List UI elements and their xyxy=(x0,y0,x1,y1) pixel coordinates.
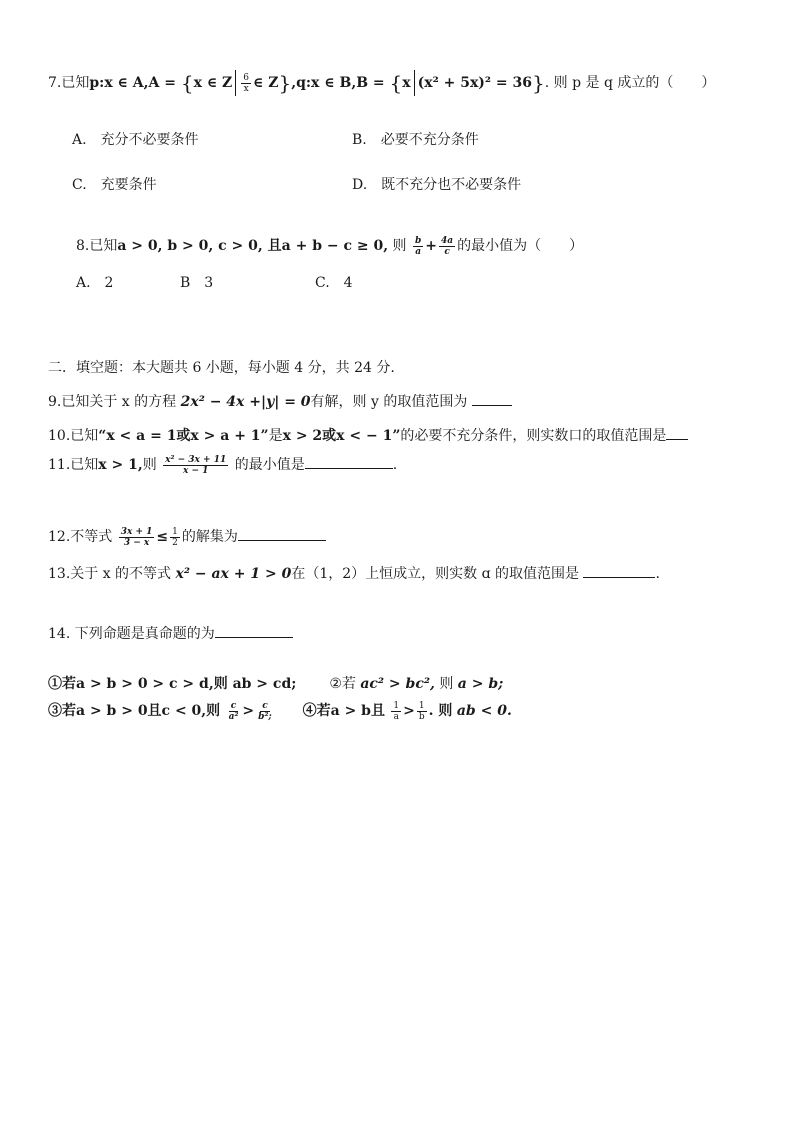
fraction: $\frac{1}{b}$ xyxy=(418,700,425,722)
stem-text: 有解，则 y 的取值范围为 xyxy=(310,394,468,410)
stem-text: 12.不等式 xyxy=(48,529,113,545)
fraction: $\frac{6}{x}$ xyxy=(243,72,250,94)
answer-blank xyxy=(472,391,512,406)
statement-2-text: ②若 xyxy=(329,676,356,692)
stem-text: 则 xyxy=(392,238,407,254)
math-expression: p:x ∈ A,A = xyxy=(89,75,181,91)
brace-close: } xyxy=(532,71,545,95)
set-divider xyxy=(414,70,415,96)
stem-text: 已知 xyxy=(89,238,118,254)
math-expression: x xyxy=(402,75,411,91)
fraction: $\frac{1}{2}$ xyxy=(172,526,178,548)
stem-text: 则 xyxy=(142,457,157,473)
question-number: 7. xyxy=(48,75,62,91)
stem-text: 的必要不充分条件，则实数口的取值范围是 xyxy=(400,428,667,444)
statement-2-text: 则 xyxy=(439,676,454,692)
fraction: $\frac{\text{x² − 3x + 11}}{x - 1}$ xyxy=(165,454,227,476)
question-10 xyxy=(48,425,688,446)
stem-text: 的解集为 xyxy=(181,529,238,545)
fraction: $\frac{4a}{c}$ xyxy=(441,235,454,257)
math-expression: x > 1, xyxy=(98,457,143,473)
option-d: D. 既不充分也不必要条件 xyxy=(352,177,522,193)
stem-text: 9.已知关于 x 的方程 xyxy=(48,394,177,410)
fraction: $\frac{c}{\text{a²}}$ xyxy=(228,700,239,722)
stem-text: 在（1，2）上恒成立，则实数 ɑ 的取值范围是 xyxy=(291,566,580,582)
stem-text: 的最小值为（ ） xyxy=(457,238,584,254)
statement-3: ③若a > b > 0且c < 0,则 xyxy=(48,703,221,719)
stem-text: . xyxy=(655,566,660,582)
fraction: $\frac{c}{\text{b²;}}$ xyxy=(258,700,272,722)
math-operator: > xyxy=(242,703,255,719)
statement-4: ④若a > b且 xyxy=(302,703,385,719)
question-14-statements-3-4 xyxy=(48,698,512,724)
option-b: B. 必要不充分条件 xyxy=(352,132,479,148)
question-9 xyxy=(48,391,512,412)
answer-blank xyxy=(238,526,326,541)
option-a: A. 2 xyxy=(76,275,114,291)
stem-text: 13.关于 x 的不等式 xyxy=(48,566,172,582)
math-operator: + xyxy=(425,238,438,254)
math-expression: a > 0, b > 0, c > 0, 且a + b − c ≥ 0, xyxy=(117,238,389,254)
question-14-statements-1-2 xyxy=(48,674,503,694)
math-operator: > xyxy=(403,703,415,719)
math-expression: (x² + 5x)² = 36 xyxy=(417,75,533,91)
stem-text: 的最小值是 xyxy=(234,457,305,473)
math-expression: x² − ax + 1 > 0 xyxy=(175,566,292,582)
math-expression: 2x² − 4x +|y| = 0 xyxy=(180,394,311,410)
option-a: A. 充分不必要条件 xyxy=(72,132,199,148)
question-7-stem xyxy=(48,70,715,96)
question-14 xyxy=(48,623,293,644)
stem-text: 10.已知 xyxy=(48,428,99,444)
math-expression: x ∈ Z xyxy=(193,75,233,91)
section-heading: 二．填空题：本大题共 6 小题，每小题 4 分，共 24 分. xyxy=(48,360,395,376)
option-c: C. 充要条件 xyxy=(72,177,157,193)
fraction: $\frac{1}{a}$ xyxy=(393,700,400,722)
set-divider xyxy=(235,70,236,96)
math-expression: ,q:x ∈ B,B = xyxy=(291,75,390,91)
fraction: $\frac{b}{a}$ xyxy=(415,235,422,257)
math-operator: ≤ xyxy=(156,529,169,545)
math-expression: a > b; xyxy=(457,676,504,692)
stem-text: 14. 下列命题是真命题的为 xyxy=(48,626,215,642)
stem-text: . 则 p 是 q 成立的（ ） xyxy=(544,75,716,91)
question-number: 8. xyxy=(76,238,90,254)
question-8-stem xyxy=(76,233,583,259)
brace-close: } xyxy=(278,71,292,95)
question-12 xyxy=(48,524,326,550)
stem-text: 11.已知 xyxy=(48,457,99,473)
question-11 xyxy=(48,452,397,478)
question-13 xyxy=(48,563,660,584)
math-expression: “x < a = 1或x > a + 1” xyxy=(98,428,269,444)
math-expression: ac² > bc², xyxy=(360,676,435,692)
option-c: C. 4 xyxy=(315,275,353,291)
statement-1: ①若a > b > 0 > c > d,则 ab > cd; xyxy=(48,676,297,692)
math-expression: x > 2或x < − 1” xyxy=(282,428,401,444)
answer-blank xyxy=(215,623,293,638)
option-b: B 3 xyxy=(180,275,214,291)
stem-text: 已知 xyxy=(61,75,90,91)
statement-4-text: . 则 xyxy=(428,703,453,719)
brace-open: { xyxy=(389,71,403,95)
fraction: $\frac{3x + 1}{3 - x}$ xyxy=(120,526,153,548)
stem-text: . xyxy=(392,457,398,473)
answer-blank xyxy=(305,454,393,469)
stem-text: 是 xyxy=(268,428,283,444)
answer-blank xyxy=(583,563,655,578)
math-expression: ab < 0. xyxy=(456,703,512,719)
answer-blank xyxy=(666,425,688,440)
math-expression: ∈ Z xyxy=(253,75,279,91)
brace-open: { xyxy=(180,71,194,95)
